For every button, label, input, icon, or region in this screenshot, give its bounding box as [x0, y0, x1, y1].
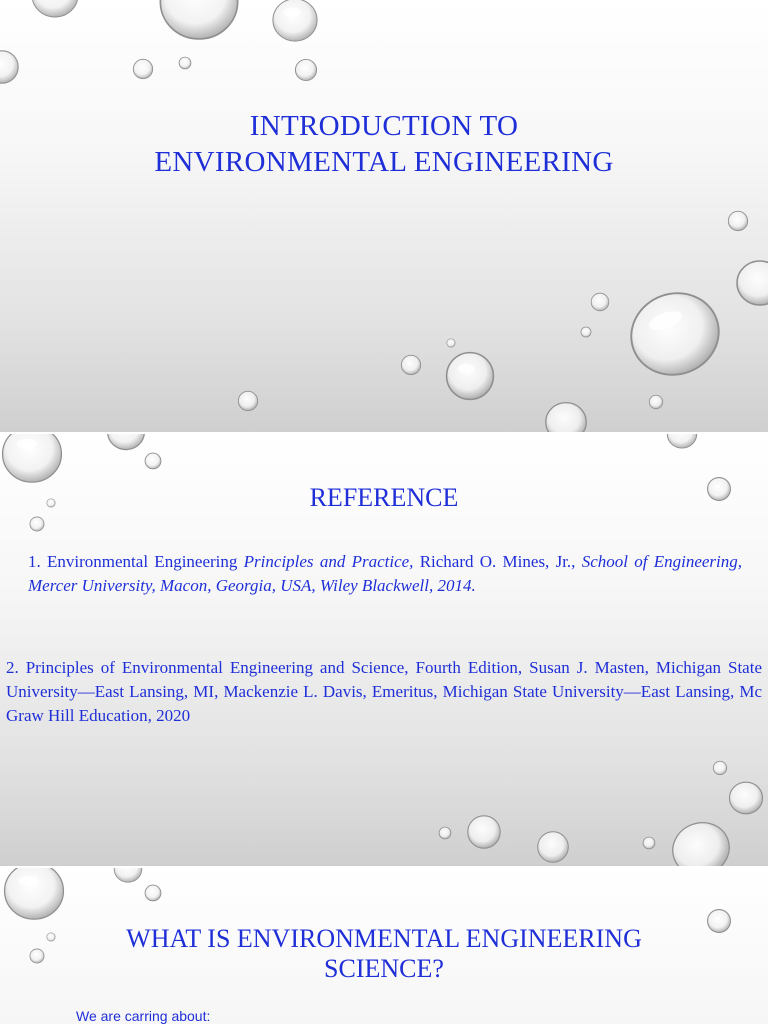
water-drop-icon [20, 0, 90, 20]
water-drop-icon [446, 338, 456, 348]
water-drop-icon [642, 836, 656, 850]
title-line-2: ENVIRONMENTAL ENGINEERING [154, 146, 614, 178]
water-drop-icon [98, 434, 154, 452]
reference-1-author: Richard O. Mines, Jr., [413, 552, 582, 571]
slide-what-is [0, 868, 768, 1024]
water-drop-icon [132, 58, 154, 80]
reference-1-text: 1. Environmental Engineering [28, 552, 244, 571]
what-is-heading [0, 924, 768, 984]
water-drop-icon [726, 210, 750, 232]
water-drop-icon [28, 516, 46, 532]
water-drop-icon [648, 394, 664, 410]
water-drop-icon [534, 830, 572, 864]
water-drop-icon [144, 884, 162, 902]
water-drop-icon [580, 326, 592, 338]
water-drop-icon [444, 350, 496, 402]
water-drop-icon [294, 58, 318, 82]
water-drop-icon [0, 48, 20, 86]
water-drop-icon [438, 826, 452, 840]
water-drop-icon [590, 292, 610, 312]
water-drop-icon [538, 400, 594, 432]
water-drop-icon [650, 434, 714, 450]
body-text: We are carring about: [76, 1008, 211, 1024]
slide-title-text [0, 108, 768, 180]
reference-heading: REFERENCE [309, 483, 459, 512]
heading-line-1: WHAT IS ENVIRONMENTAL ENGINEERING [126, 924, 642, 953]
reference-item-1 [28, 550, 742, 598]
water-drop-icon [264, 0, 326, 44]
slide-title [0, 0, 768, 432]
water-drop-icon [144, 452, 162, 470]
reference-1-publisher: School of Engineering, Mercer University, Macon, Georgia, USA, Wiley Blackwell, 2014. [28, 552, 742, 595]
water-drop-icon [134, 0, 264, 44]
water-drop-icon [100, 868, 156, 884]
reference-1-book-title: Principles and Practice, [243, 552, 414, 571]
water-drop-icon [610, 286, 740, 382]
water-drop-icon [400, 354, 422, 376]
water-drop-icon [726, 780, 766, 816]
water-drop-icon [236, 390, 260, 412]
water-drop-icon [466, 814, 502, 850]
water-drop-icon [2, 868, 66, 926]
reference-item-2: 2. Principles of Environmental Engineering and Science, Fourth Edition, Susan J. Masten, Michigan State University—East Lansing, MI, Mackenzie L. Davis, Emeritus, Michigan State University—East Lansing, Mc Graw Hill Education, 2020 [6, 658, 762, 725]
slide-reference [0, 434, 768, 866]
water-drop-icon [178, 56, 192, 70]
title-line-1: INTRODUCTION TO [249, 110, 519, 142]
heading-line-2: SCIENCE? [324, 954, 444, 983]
water-drop-icon [656, 818, 746, 866]
water-drop-icon [712, 760, 728, 776]
